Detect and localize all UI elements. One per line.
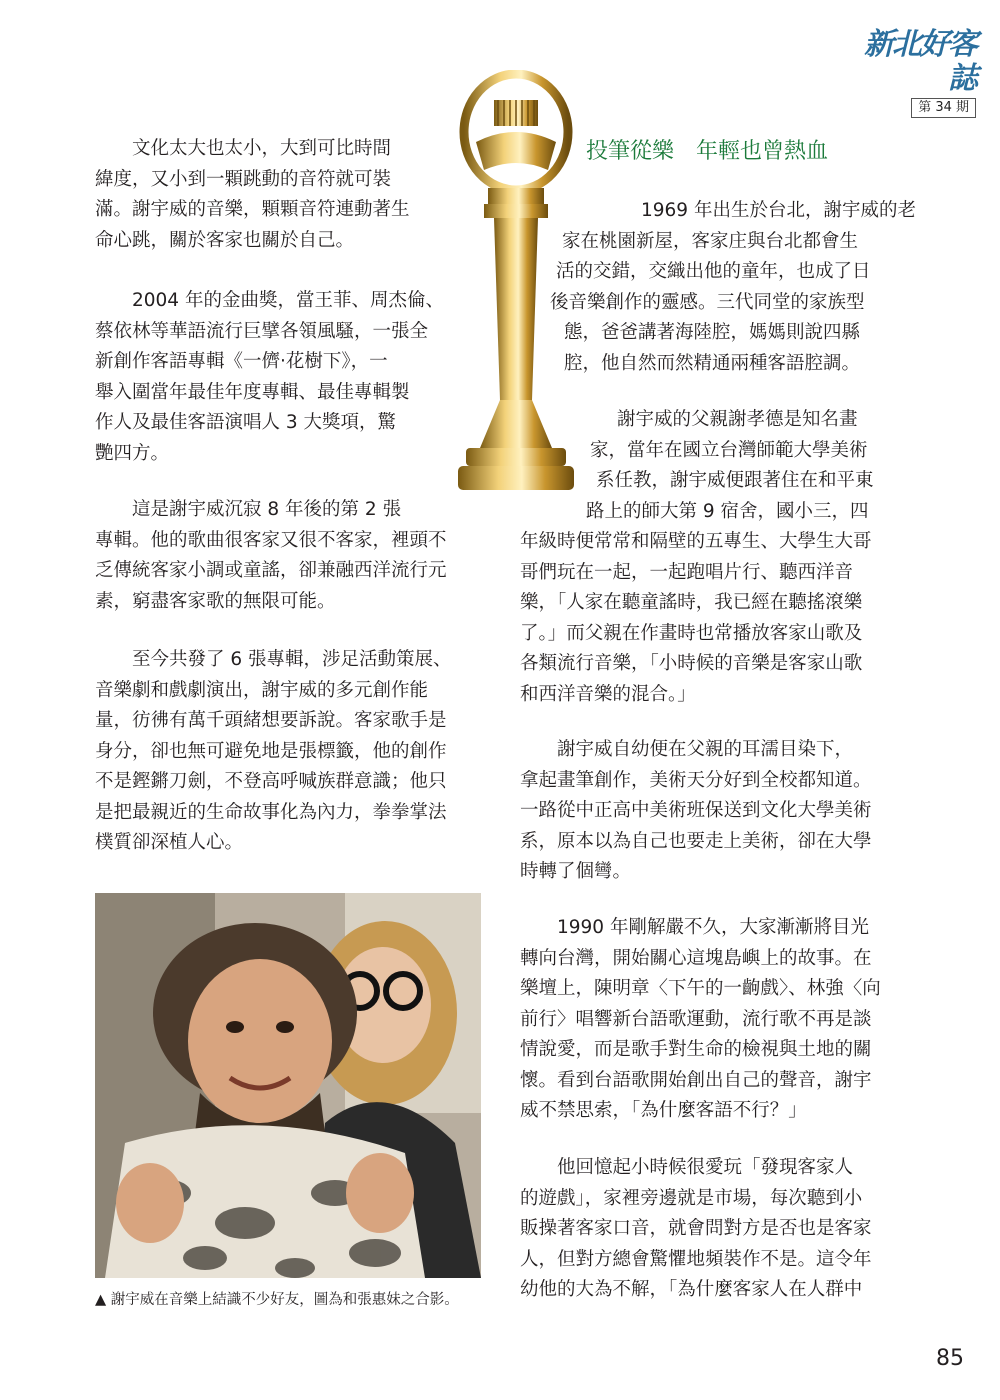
magazine-masthead xyxy=(858,28,976,118)
father-paragraph: 謝宇威的父親謝孝德是知名畫 家，當年在國立台灣師範大學美術 系任教，謝宇威便跟著住在和平東 路上的師大第 9 宿舍，國小三，四 年級時便常常和隔壁的五專生、大學生大哥 哥們玩在一起，一起跑唱片行、聽西洋音 樂，「人家在聽童謠時，我已經在聽搖滾樂 了。」而父親在作畫時也常播放客家山歌及 各類流行音樂，「小時候的音樂是客家山歌 和西洋音樂的混合。」 xyxy=(520,409,874,705)
magazine-logo: 新北好客誌 xyxy=(864,27,976,96)
career-paragraph: 至今共發了 6 張專輯，涉足活動策展、 音樂劇和戲劇演出，謝宇威的多元創作能 量，彷彿有萬千頭緒想要訴說。客家歌手是 身分，卻也無可避免地是張標籤，他的創作 不是鏗鏘刀劍，不登高呼喊族群意識；他只 是把最親近的生命故事化為內力，拳拳掌法 樸質卻深植人心。 xyxy=(95,649,452,853)
music-movement-paragraph: 1990 年剛解嚴不久，大家漸漸將目光 轉向台灣，開始關心這塊島嶼上的故事。在 樂壇上，陳明章〈下午的一齣戲〉、林強〈向 前行〉唱響新台語歌運動，流行歌不再是談 情說愛，而是歌手對生命的檢視與土地的關 懷。看到台語歌開始創出自己的聲音，謝宇 威不禁思索，「為什麼客語不行？」 xyxy=(520,917,881,1121)
issue-badge: 第 34 期 xyxy=(911,98,976,118)
photo-with-friend xyxy=(95,893,481,1278)
page-number: 85 xyxy=(936,1346,964,1371)
hakka-game-paragraph: 他回憶起小時候很愛玩「發現客家人 的遊戲」，家裡旁邊就是市場，每次聽到小 販操著客家口音，就會問對方是否也是客家 人，但對方總會驚懼地頻裝作不是。這令年 幼他的大為不解，「為什麼客家人在人群中 xyxy=(520,1157,872,1300)
photo-illustration xyxy=(95,893,481,1278)
art-paragraph: 謝宇威自幼便在父親的耳濡目染下， 拿起畫筆創作，美術天分好到全校都知道。 一路從中正高中美術班保送到文化大學美術 系，原本以為自己也要走上美術，卻在大學 時轉了個彎。 xyxy=(520,739,872,882)
photo-caption: ▲ 謝宇威在音樂上結識不少好友，圖為和張惠妹之合影。 xyxy=(95,1292,459,1308)
childhood-paragraph: 1969 年出生於台北，謝宇威的老 家在桃園新屋，客家庄與台北都會生 活的交錯，交織出他的童年，也成了日 後音樂創作的靈感。三代同堂的家族型 態，爸爸講著海陸腔，媽媽則說四縣 腔，他自然而然精通兩種客語腔調。 xyxy=(550,200,916,374)
golden-melody-paragraph: 2004 年的金曲獎，當王菲、周杰倫、 蔡依林等華語流行巨擘各領風騷，一張全 新創作客語專輯《一儕‧花樹下》，一 舉入圍當年最佳年度專輯、最佳專輯製 作人及最佳客語演唱人 3 大獎項，驚 艷四方。 xyxy=(95,290,444,464)
intro-paragraph: 文化太大也太小，大到可比時間 緯度，又小到一顆跳動的音符就可裝 滿。謝宇威的音樂，顆顆音符連動著生 命心跳，關於客家也關於自己。 xyxy=(95,138,410,251)
section-heading: 投筆從樂 年輕也曾熱血 xyxy=(586,139,829,164)
second-album-paragraph: 這是謝宇威沉寂 8 年後的第 2 張 專輯。他的歌曲很客家又很不客家，裡頭不 乏傳統客家小調或童謠，卻兼融西洋流行元 素，窮盡客家歌的無限可能。 xyxy=(95,499,447,612)
